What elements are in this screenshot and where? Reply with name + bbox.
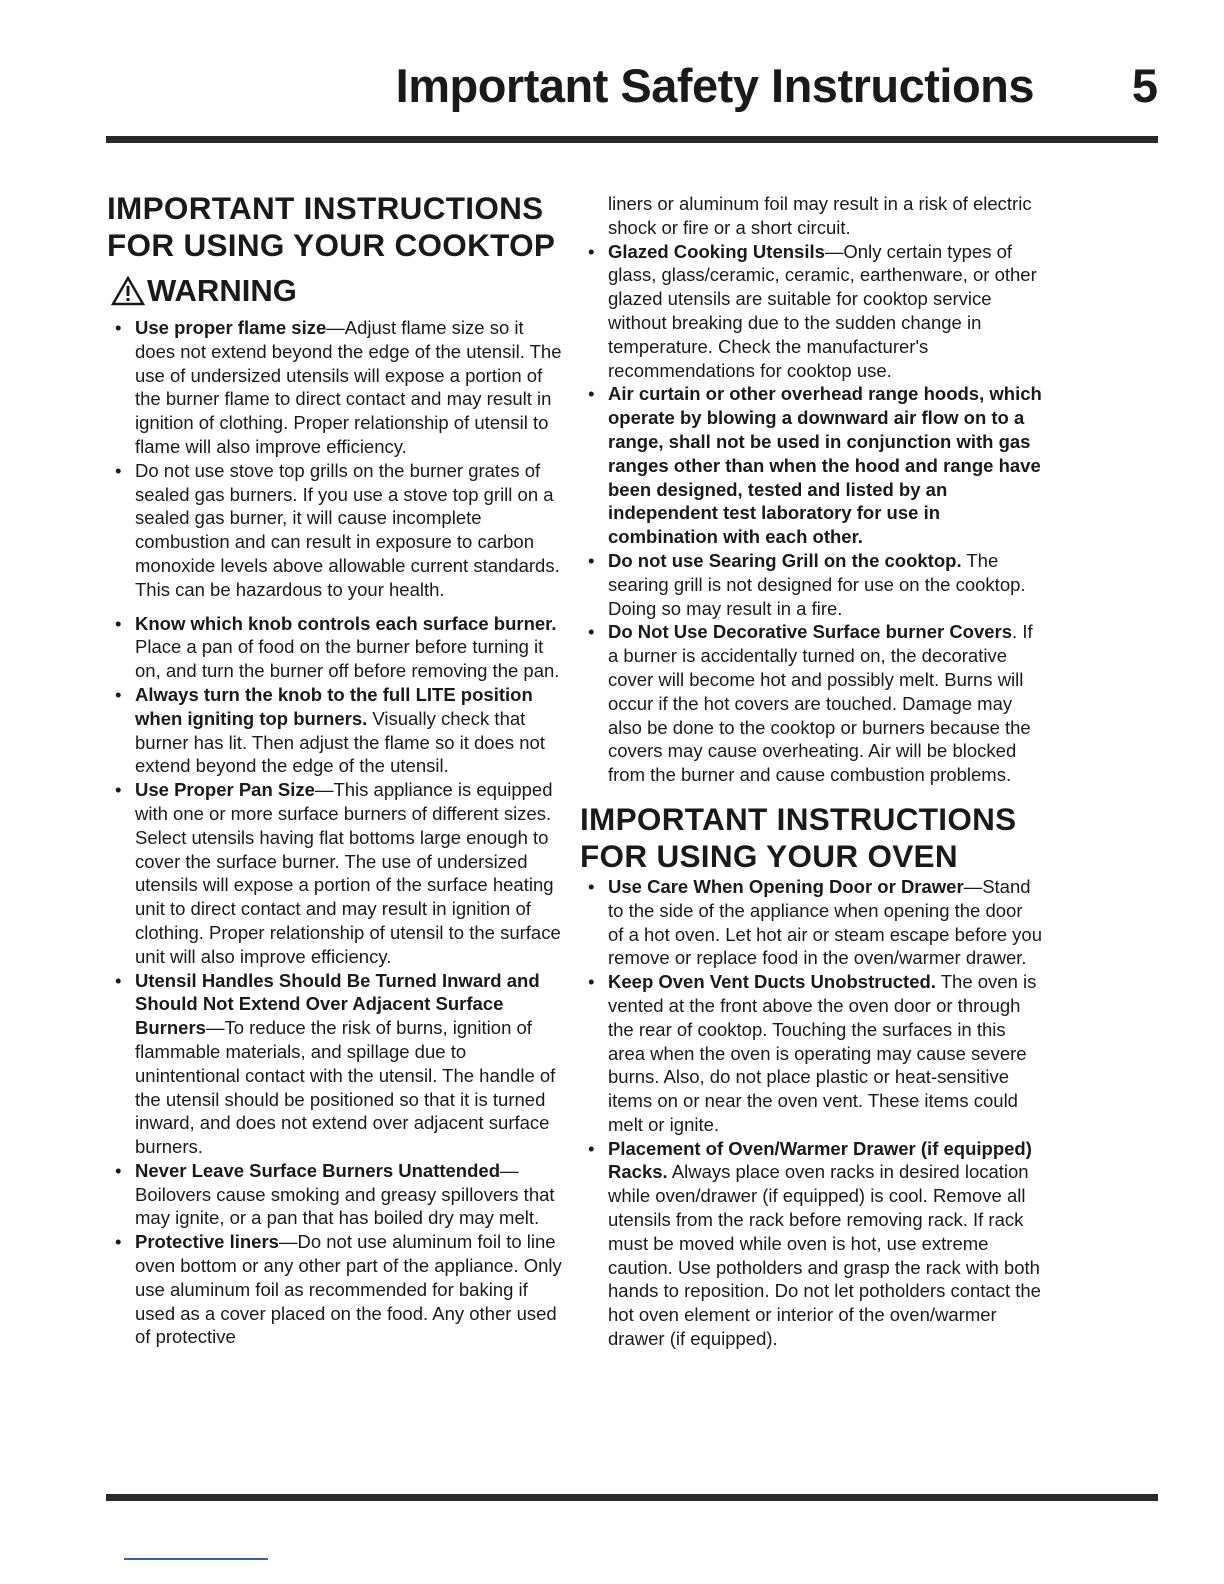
footer-link-underline [124,1558,268,1560]
list-item [107,1159,562,1230]
warning-label: WARNING [147,273,297,308]
continued-text: liners or aluminum foil may result in a risk of electric shock or fire or a short circuit. [608,193,1032,238]
footer-divider [106,1494,1158,1501]
item-lead: Know which knob controls each surface burner. [135,612,557,634]
warning-triangle-icon [111,276,145,306]
item-body: —Do not use aluminum foil to line oven bottom or any other part of the appliance. Only use aluminum foil as recommended for baking if used as a cover placed on the food. Any other used of protective [135,1231,562,1348]
item-body: The searing grill is not designed for use on the cooktop. Doing so may result in a fire. [608,549,1026,619]
list-item [107,612,562,683]
right-column [580,192,1042,1351]
list-item [107,683,562,778]
item-body: —Stand to the side of the appliance when opening the door of a hot oven. Let hot air or steam escape before you remove or replace food in the oven/warmer drawer. [608,875,1042,969]
list-item [580,549,1042,620]
left-column [107,190,562,1349]
list-item [107,1230,562,1349]
list-item [580,240,1042,383]
item-lead: Never Leave Surface Burners Unattended [135,1159,500,1181]
list-item [107,316,562,459]
item-body: Do not use stove top grills on the burner grates of sealed gas burners. If you use a stove top grill on a sealed gas burner, it will cause incomplete combustion and can result in exposure to carbon monoxide levels above allowable current standards. This can be hazardous to your health. [135,459,560,600]
list-item [580,875,1042,970]
item-body: The oven is vented at the front above the oven door or through the rear of cooktop. Touching the surfaces in this area when the oven is operating may cause severe burns. Also, do not place plastic or heat-sensitive items on or near the oven vent. These items could melt or ignite. [608,971,1037,1135]
item-lead: Do Not Use Decorative Surface burner Covers [608,621,1013,643]
item-body: —To reduce the risk of burns, ignition of flammable materials, and spillage due to unintentional contact with the utensil. The handle of the utensil should be positioned so that it is turned inward, and does not extend over adjacent surface burners. [135,1017,556,1158]
item-body: . If a burner is accidentally turned on, the decorative cover will become hot and possibly melt. Burns will occur if the hot covers are touched. Damage may also be done to the cooktop or burners because the covers may cause overheating. Air will be blocked from the burner and cause combustion problems. [608,621,1033,786]
heading-line: IMPORTANT INSTRUCTIONS [580,800,1017,837]
page-title: Important Safety Instructions [395,59,1034,112]
item-lead: Glazed Cooking Utensils [608,240,825,262]
item-lead: Utensil Handles Should Be Turned Inward and Should Not Extend Over Adjacent Surface Burners [135,969,540,1039]
cooktop-section-heading [107,190,562,264]
list-item [107,459,562,602]
item-body: Visually check that burner has lit. Then adjust the flame so it does not extend beyond the edge of the utensil. [135,707,545,777]
item-lead: Protective liners [135,1231,279,1253]
list-item [580,970,1042,1137]
list-item [107,969,562,1159]
page-number: 5 [1131,59,1158,112]
item-body: —Only certain types of glass, glass/ceramic, ceramic, earthenware, or other glazed utensils are suitable for cooktop service without breaking due to the sudden change in temperature. Check the manufacturer's recommendations for cooktop use. [608,240,1037,381]
item-lead: Keep Oven Vent Ducts Unobstructed. [608,971,936,993]
item-body: Place a pan of food on the burner before turning it on, and turn the burner off before removing the pan. [135,636,560,682]
item-lead: Use proper flame size [135,317,327,338]
heading-line: FOR USING YOUR OVEN [580,837,958,874]
warning-banner [111,272,562,310]
list-item [580,1137,1042,1351]
item-lead: Do not use Searing Grill on the cooktop. [608,549,962,571]
header-divider [106,136,1158,143]
oven-instruction-list [580,875,1042,1351]
cooktop-instruction-list-continued [580,240,1042,787]
item-body: —Adjust flame size so it does not extend beyond the edge of the utensil. The use of undersized utensils will expose a portion of the burner flame to direct contact and may result in ignition of clothing. Proper relationship of utensil to flame will also improve efficiency. [135,317,562,457]
item-lead: Always turn the knob to the full LITE position when igniting top burners. [135,683,533,729]
item-lead: Use Care When Opening Door or Drawer [608,875,964,897]
heading-line: IMPORTANT INSTRUCTIONS [107,190,544,226]
heading-line: FOR USING YOUR COOKTOP [107,227,556,263]
list-item [580,620,1042,787]
item-body: —Boilovers cause smoking and greasy spillovers that may ignite, or a pan that has boiled dry may melt. [135,1159,555,1229]
item-lead: Air curtain or other overhead range hoods, which operate by blowing a downward air flow on to a range, shall not be used in conjunction with gas ranges other than when the hood and range have been designed, tested and listed by an independent test laboratory for use in combination with each other. [608,383,1042,548]
item-body: —This appliance is equipped with one or more surface burners of different sizes. Select utensils having flat bottoms large enough to cover the surface burner. The use of undersized utensils will expose a portion of the surface heating unit to direct contact and may result in ignition of clothing. Proper relationship of utensil to the surface unit will also improve efficiency. [135,779,561,967]
cooktop-instruction-list [107,316,562,1349]
list-item [107,778,562,968]
list-item [580,382,1042,549]
oven-section-heading [580,801,1042,875]
item-lead: Use Proper Pan Size [135,779,315,801]
item-body: Always place oven racks in desired location while oven/drawer (if equipped) is cool. Remove all utensils from the rack before removing rack. If rack must be moved while oven is hot, use extreme caution. Use potholders and grasp the rack with both hands to reposition. Do not let potholders contact the hot oven element or interior of the oven/warmer drawer (if equipped). [608,1161,1041,1350]
item-lead: Placement of Oven/Warmer Drawer (if equipped) Racks. [608,1137,1032,1183]
